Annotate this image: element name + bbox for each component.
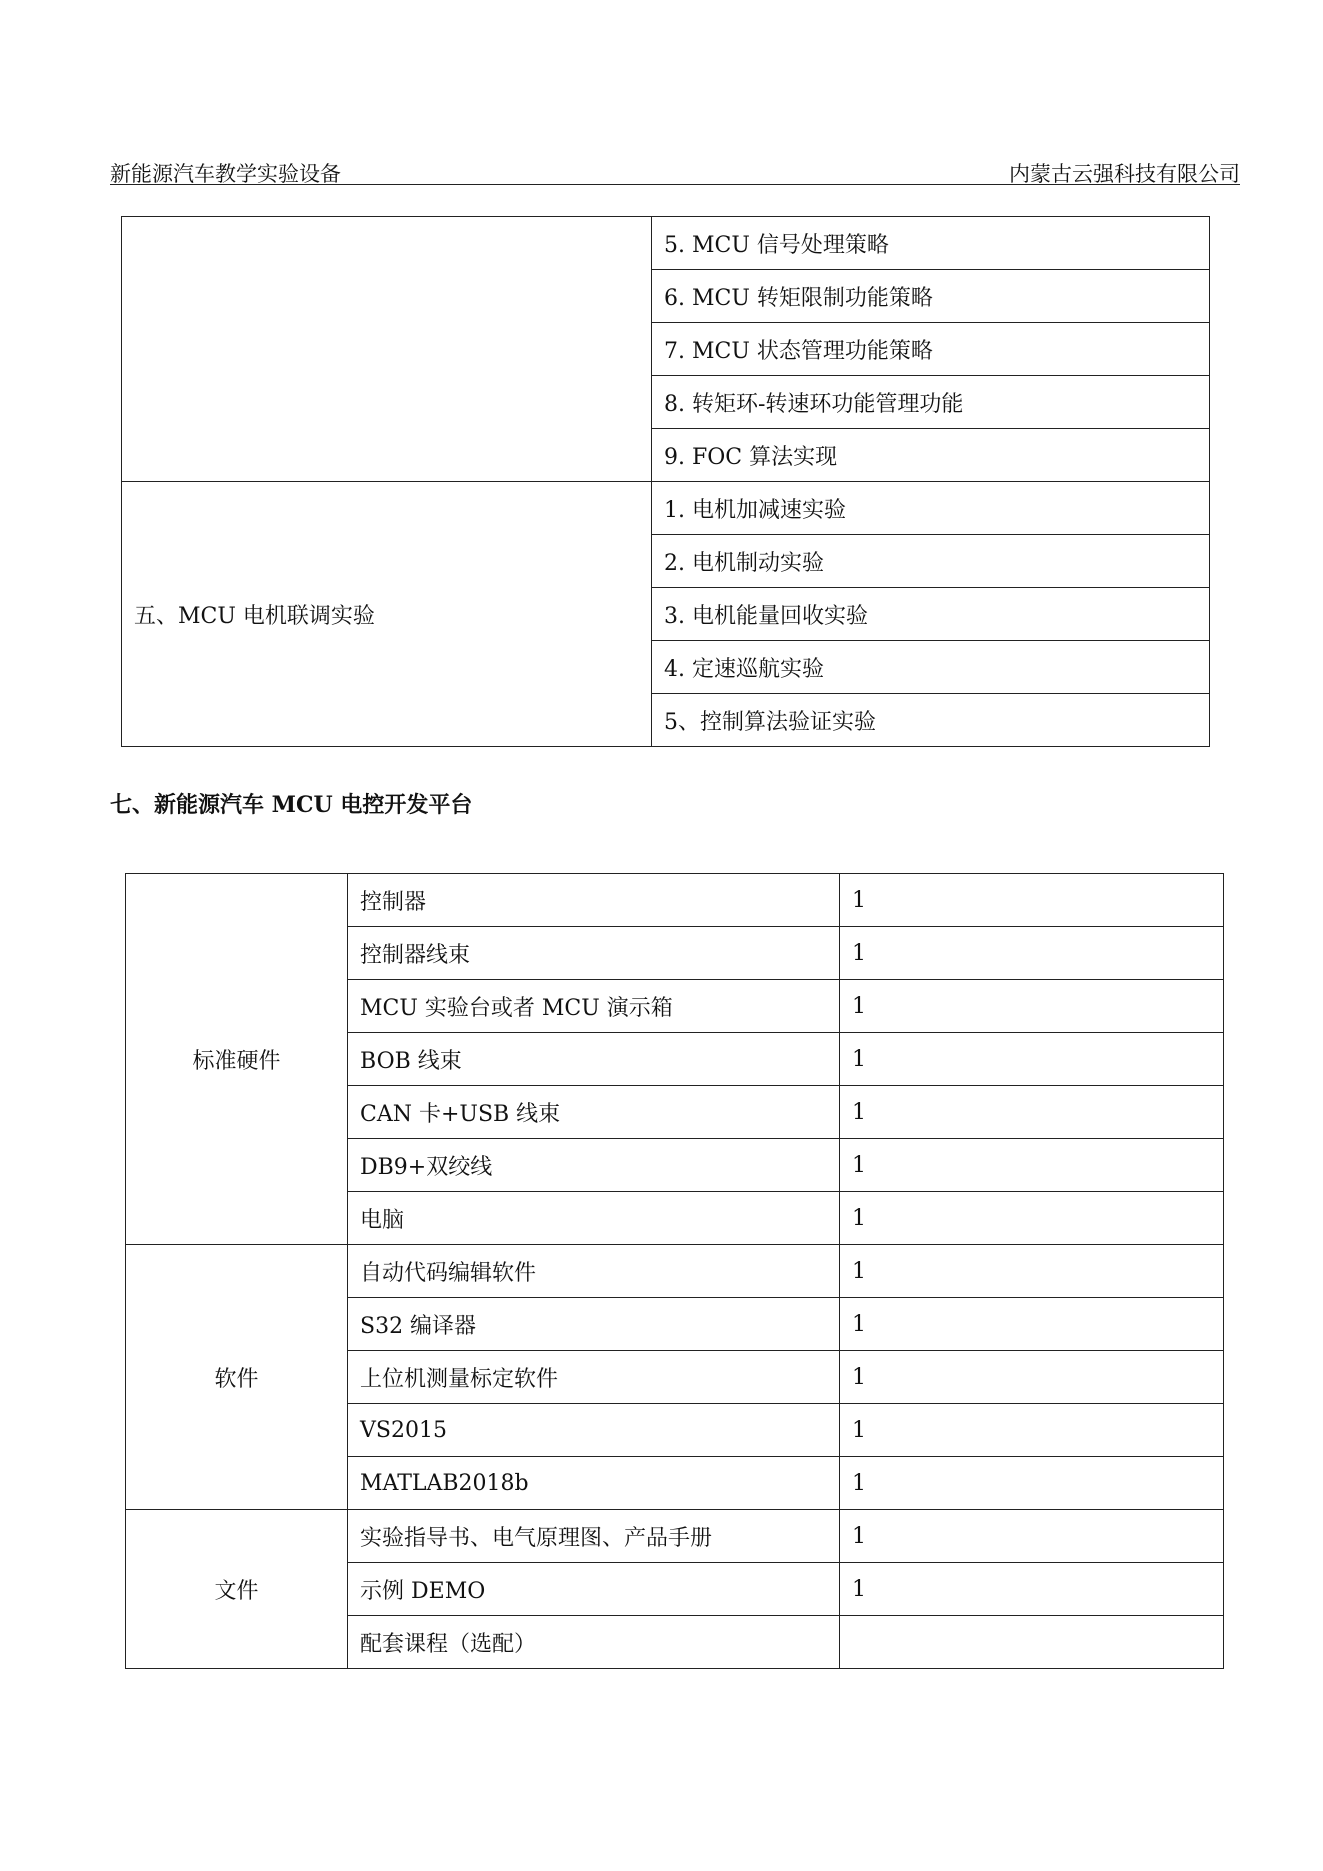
- table-row: [122, 482, 1210, 535]
- header-left-title: 新能源汽车教学实验设备: [110, 162, 341, 186]
- equipment-table: [125, 873, 1224, 1669]
- table-row: [122, 217, 1210, 270]
- item-cell: CAN 卡+USB 线束: [348, 1086, 840, 1139]
- qty-cell: 1: [840, 1563, 1224, 1616]
- empty-category-cell: [122, 217, 652, 482]
- qty-cell: 1: [840, 1298, 1224, 1351]
- qty-cell: 1: [840, 1086, 1224, 1139]
- list-item: 2. 电机制动实验: [652, 535, 1210, 588]
- qty-cell: 1: [840, 980, 1224, 1033]
- qty-cell: 1: [840, 1404, 1224, 1457]
- list-item: 1. 电机加减速实验: [652, 482, 1210, 535]
- list-item: 7. MCU 状态管理功能策略: [652, 323, 1210, 376]
- table-row: [126, 1510, 1224, 1563]
- header-right-company: 内蒙古云强科技有限公司: [1009, 162, 1240, 186]
- item-cell: 示例 DEMO: [348, 1563, 840, 1616]
- category-cell: 标准硬件: [126, 874, 348, 1245]
- category-cell: 软件: [126, 1245, 348, 1510]
- section-heading: 七、新能源汽车 MCU 电控开发平台: [110, 792, 473, 818]
- table-row: [126, 1245, 1224, 1298]
- item-cell: S32 编译器: [348, 1298, 840, 1351]
- experiment-table: [121, 216, 1210, 747]
- item-cell: VS2015: [348, 1404, 840, 1457]
- category-cell: 五、MCU 电机联调实验: [122, 482, 652, 747]
- qty-cell: 1: [840, 1510, 1224, 1563]
- item-cell: 自动代码编辑软件: [348, 1245, 840, 1298]
- list-item: 3. 电机能量回收实验: [652, 588, 1210, 641]
- qty-cell: 1: [840, 1245, 1224, 1298]
- item-cell: DB9+双绞线: [348, 1139, 840, 1192]
- list-item: 9. FOC 算法实现: [652, 429, 1210, 482]
- qty-cell: 1: [840, 927, 1224, 980]
- item-cell: 配套课程（选配）: [348, 1616, 840, 1669]
- list-item: 5、控制算法验证实验: [652, 694, 1210, 747]
- qty-cell: [840, 1616, 1224, 1669]
- table-row: [126, 874, 1224, 927]
- item-cell: MCU 实验台或者 MCU 演示箱: [348, 980, 840, 1033]
- item-cell: 控制器线束: [348, 927, 840, 980]
- qty-cell: 1: [840, 1457, 1224, 1510]
- category-cell: 文件: [126, 1510, 348, 1669]
- list-item: 4. 定速巡航实验: [652, 641, 1210, 694]
- qty-cell: 1: [840, 1351, 1224, 1404]
- list-item: 5. MCU 信号处理策略: [652, 217, 1210, 270]
- item-cell: 实验指导书、电气原理图、产品手册: [348, 1510, 840, 1563]
- qty-cell: 1: [840, 1139, 1224, 1192]
- item-cell: BOB 线束: [348, 1033, 840, 1086]
- qty-cell: 1: [840, 874, 1224, 927]
- qty-cell: 1: [840, 1192, 1224, 1245]
- item-cell: 上位机测量标定软件: [348, 1351, 840, 1404]
- item-cell: 控制器: [348, 874, 840, 927]
- qty-cell: 1: [840, 1033, 1224, 1086]
- item-cell: 电脑: [348, 1192, 840, 1245]
- page-header: [110, 158, 1240, 185]
- item-cell: MATLAB2018b: [348, 1457, 840, 1510]
- list-item: 8. 转矩环-转速环功能管理功能: [652, 376, 1210, 429]
- list-item: 6. MCU 转矩限制功能策略: [652, 270, 1210, 323]
